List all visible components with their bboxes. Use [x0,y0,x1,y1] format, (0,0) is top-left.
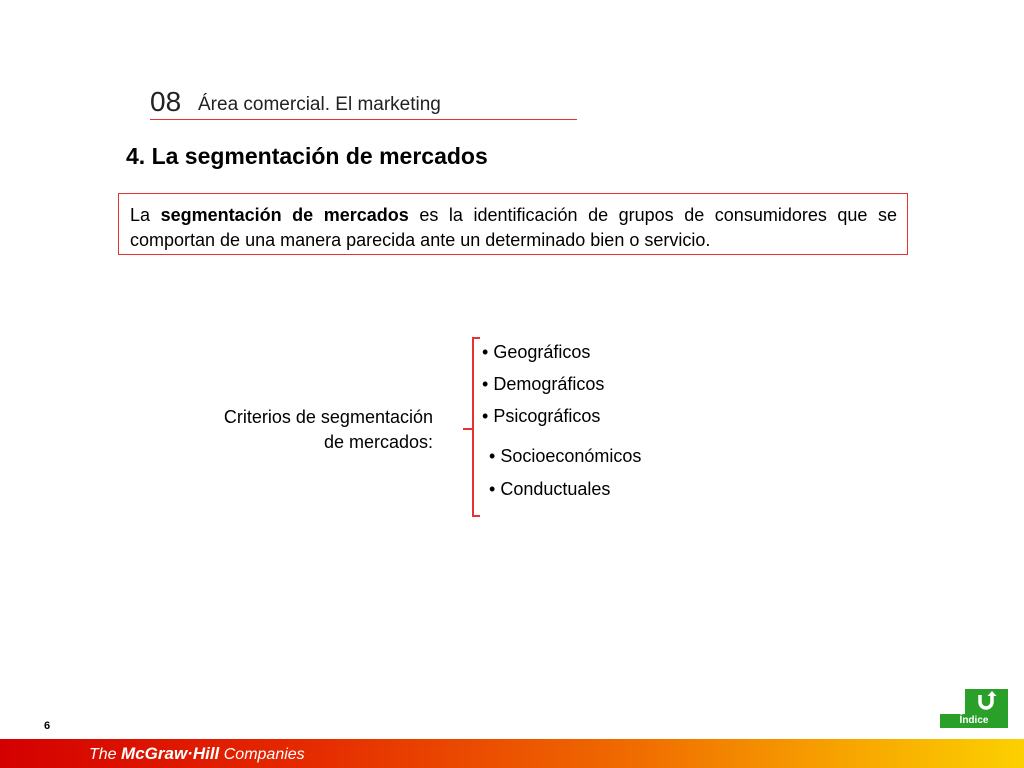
bullet: • [489,446,496,466]
definition-term: segmentación de mercados [160,205,409,225]
criterion-psicograficos [482,406,600,427]
page-number: 6 [44,720,51,732]
criterion-demograficos [482,374,604,395]
criterion-socioeconomicos [489,446,641,467]
criterion-geograficos [482,342,590,363]
chapter-number: 08 [150,86,182,117]
bullet: • [482,406,489,426]
bullet: • [482,342,489,362]
chapter-title: Área comercial. El marketing [198,94,441,115]
criteria-label [190,405,433,455]
index-label: Índice [940,714,1008,728]
section-title: 4. La segmentación de mercados [126,143,488,169]
criterion-label: Socioeconómicos [500,446,642,466]
logo-suffix: Companies [223,746,305,763]
bullet: • [482,374,489,394]
index-button[interactable] [940,689,1008,728]
criterion-conductuales [489,479,610,500]
definition-intro: La [130,205,151,225]
criteria-label-line1: Criterios de segmentación [223,407,433,427]
criteria-label-line2: de mercados: [323,432,433,452]
header-divider [150,119,577,120]
bullet: • [489,479,496,499]
criterion-label: Psicográficos [493,406,601,426]
definition-text: es la identificación de grupos de consumidores que se comportan de una manera parecida ante un determinado bien o servicio. [130,205,897,250]
definition-box [118,193,908,255]
criterion-label: Geográficos [493,342,591,362]
mcgraw-hill-logo [89,744,305,764]
return-icon [965,689,1008,714]
logo-prefix: The [89,746,117,763]
criteria-bracket [455,336,485,520]
criterion-label: Demográficos [493,374,605,394]
criterion-label: Conductuales [500,479,611,499]
logo-brand: McGraw·Hill [121,744,220,763]
